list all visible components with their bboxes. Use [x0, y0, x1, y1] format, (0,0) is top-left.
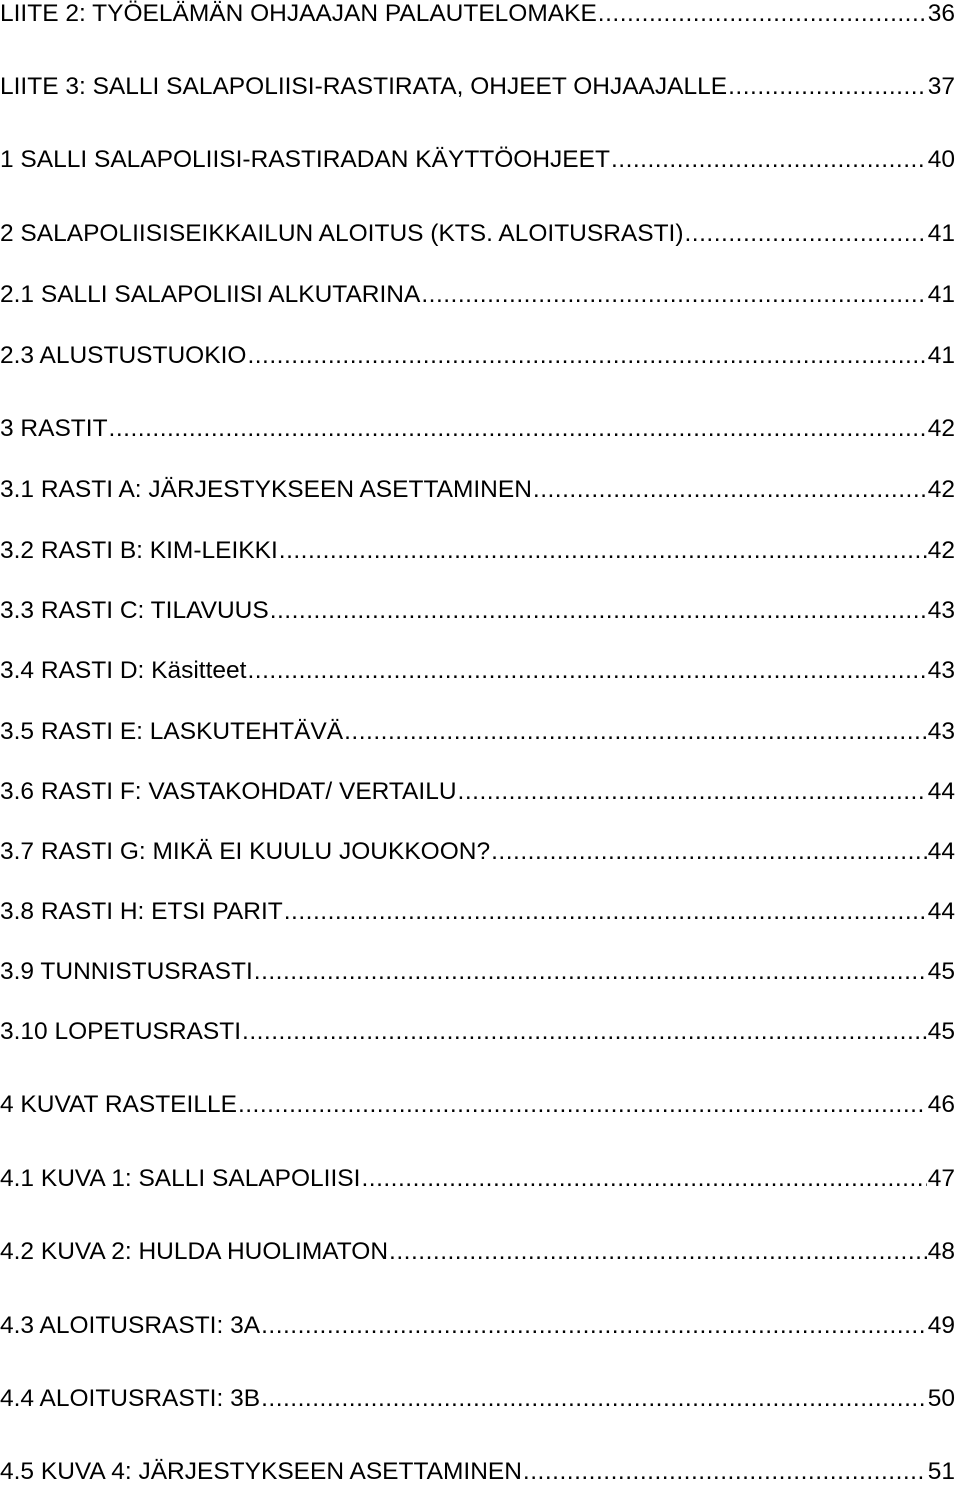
- dot-leader: [361, 1163, 926, 1195]
- toc-entry-label: 3.7 RASTI G: MIKÄ EI KUULU JOUKKOON?: [0, 838, 491, 865]
- toc-entry-label: 3.9 TUNNISTUSRASTI: [0, 958, 253, 985]
- dot-leader: [389, 1236, 927, 1268]
- toc-entry-3-3[interactable]: [0, 595, 955, 627]
- toc-entry-3-9[interactable]: [0, 956, 955, 988]
- dot-leader: [421, 279, 926, 311]
- toc-entry-label: 3.8 RASTI H: ETSI PARIT: [0, 898, 283, 925]
- toc-entry-3[interactable]: [0, 413, 955, 445]
- toc-entry-page: 49: [927, 1312, 955, 1339]
- toc-entry-page: 43: [927, 718, 955, 745]
- toc-entry-3-5[interactable]: [0, 716, 955, 748]
- toc-entry-page: 44: [927, 778, 955, 805]
- toc-entry-page: 45: [927, 1018, 955, 1045]
- dot-leader: [344, 716, 927, 748]
- dot-leader: [491, 836, 927, 868]
- dot-leader: [247, 655, 926, 687]
- toc-entry-page: 41: [927, 342, 955, 369]
- toc-entry-4[interactable]: [0, 1089, 955, 1121]
- toc-entry-3-2[interactable]: [0, 535, 955, 567]
- dot-leader: [458, 776, 927, 808]
- toc-entry-page: 51: [927, 1458, 955, 1485]
- toc-entry-page: 46: [927, 1091, 955, 1118]
- toc-entry-page: 44: [927, 898, 955, 925]
- toc-entry-3-7[interactable]: [0, 836, 955, 868]
- toc-entry-label: 4.2 KUVA 2: HULDA HUOLIMATON: [0, 1238, 389, 1265]
- toc-entry-4-5[interactable]: [0, 1456, 955, 1488]
- dot-leader: [279, 535, 927, 567]
- toc-entry-3-8[interactable]: [0, 896, 955, 928]
- dot-leader: [533, 474, 927, 506]
- toc-entry-page: 48: [927, 1238, 955, 1265]
- dot-leader: [261, 1383, 927, 1415]
- dot-leader: [254, 956, 927, 988]
- toc-entry-label: 3.2 RASTI B: KIM-LEIKKI: [0, 537, 278, 564]
- toc-entry-3-10[interactable]: [0, 1016, 955, 1048]
- dot-leader: [242, 1016, 927, 1048]
- dot-leader: [270, 595, 927, 627]
- dot-leader: [611, 144, 927, 176]
- toc-entry-label: 3.6 RASTI F: VASTAKOHDAT/ VERTAILU: [0, 778, 457, 805]
- toc-entry-label: 2 SALAPOLIISISEIKKAILUN ALOITUS (KTS. ALOITUSRASTI): [0, 220, 684, 247]
- toc-entry-2-3[interactable]: [0, 340, 955, 372]
- toc-entry-page: 37: [927, 73, 955, 100]
- dot-leader: [247, 340, 926, 372]
- toc-entry-label: 1 SALLI SALAPOLIISI-RASTIRADAN KÄYTTÖOHJEET: [0, 146, 610, 173]
- toc-entry-liite-3[interactable]: [0, 71, 955, 103]
- toc-entry-page: 44: [927, 838, 955, 865]
- toc-entry-4-1[interactable]: [0, 1163, 955, 1195]
- dot-leader: [238, 1089, 927, 1121]
- toc-entry-label: 3 RASTIT: [0, 415, 108, 442]
- toc-entry-label: 4.1 KUVA 1: SALLI SALAPOLIISI: [0, 1165, 361, 1192]
- toc-entry-label: 2.1 SALLI SALAPOLIISI ALKUTARINA: [0, 281, 421, 308]
- dot-leader: [598, 0, 927, 30]
- toc-entry-page: 41: [927, 281, 955, 308]
- toc-entry-4-4[interactable]: [0, 1383, 955, 1415]
- toc-entry-page: 47: [927, 1165, 955, 1192]
- toc-entry-label: 3.5 RASTI E: LASKUTEHTÄVÄ: [0, 718, 344, 745]
- toc-entry-page: 40: [927, 146, 955, 173]
- toc-entry-page: 50: [927, 1385, 955, 1412]
- toc-entry-label: 3.4 RASTI D: Käsitteet: [0, 657, 247, 684]
- toc-entry-liite-2[interactable]: [0, 0, 955, 30]
- toc-entry-label: 4.5 KUVA 4: JÄRJESTYKSEEN ASETTAMINEN: [0, 1458, 522, 1485]
- dot-leader: [261, 1310, 927, 1342]
- toc-entry-3-4[interactable]: [0, 655, 955, 687]
- toc-entry-label: 4.3 ALOITUSRASTI: 3A: [0, 1312, 261, 1339]
- toc-entry-label: 2.3 ALUSTUSTUOKIO: [0, 342, 247, 369]
- toc-entry-page: 43: [927, 657, 955, 684]
- toc-entry-3-6[interactable]: [0, 776, 955, 808]
- toc-entry-1[interactable]: [0, 144, 955, 176]
- toc-entry-4-3[interactable]: [0, 1310, 955, 1342]
- toc-entry-label: 3.3 RASTI C: TILAVUUS: [0, 597, 269, 624]
- toc-entry-label: 4 KUVAT RASTEILLE: [0, 1091, 237, 1118]
- toc-entry-label: 3.10 LOPETUSRASTI: [0, 1018, 242, 1045]
- dot-leader: [728, 71, 927, 103]
- toc-entry-page: 42: [927, 537, 955, 564]
- dot-leader: [523, 1456, 927, 1488]
- toc-entry-page: 45: [927, 958, 955, 985]
- toc-entry-page: 43: [927, 597, 955, 624]
- toc-entry-page: 42: [927, 476, 955, 503]
- toc-entry-2-1[interactable]: [0, 279, 955, 311]
- toc-entry-page: 42: [927, 415, 955, 442]
- toc-entry-3-1[interactable]: [0, 474, 955, 506]
- toc-entry-page: 41: [927, 220, 955, 247]
- toc-entry-4-2[interactable]: [0, 1236, 955, 1268]
- toc-entry-label: LIITE 3: SALLI SALAPOLIISI-RASTIRATA, OHJEET OHJAAJALLE: [0, 73, 728, 100]
- toc-entry-label: LIITE 2: TYÖELÄMÄN OHJAAJAN PALAUTELOMAKE: [0, 0, 597, 27]
- dot-leader: [685, 218, 927, 250]
- toc-entry-2[interactable]: [0, 218, 955, 250]
- toc-entry-label: 4.4 ALOITUSRASTI: 3B: [0, 1385, 261, 1412]
- dot-leader: [284, 896, 927, 928]
- dot-leader: [109, 413, 927, 445]
- toc-entry-label: 3.1 RASTI A: JÄRJESTYKSEEN ASETTAMINEN: [0, 476, 532, 503]
- toc-entry-page: 36: [927, 0, 955, 27]
